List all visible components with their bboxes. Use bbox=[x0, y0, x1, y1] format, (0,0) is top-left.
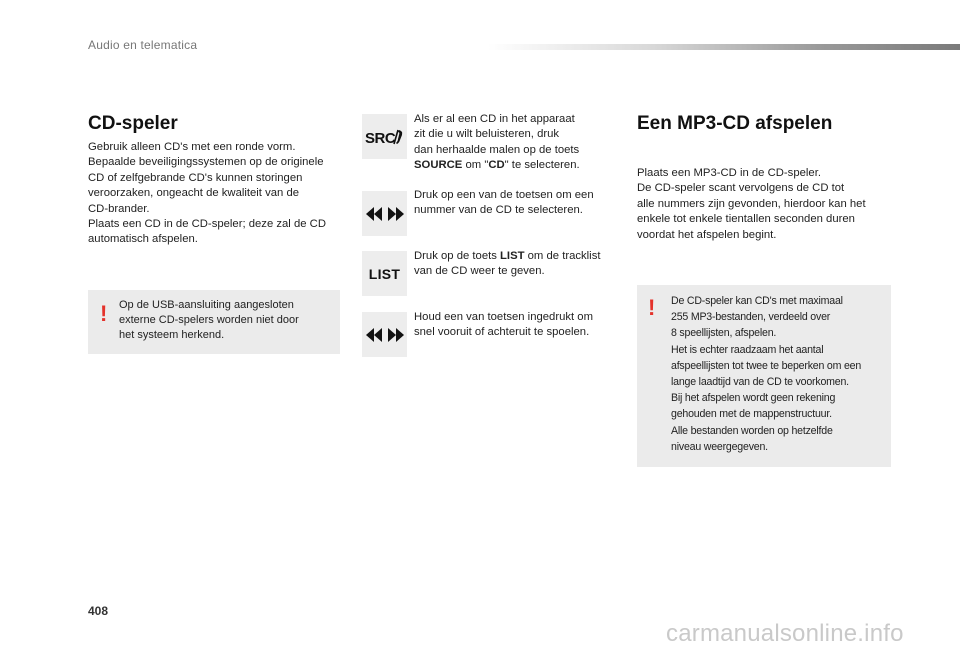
warning-line: Het is echter raadzaam het aantal bbox=[671, 343, 824, 356]
mp3-cd-title: Een MP3-CD afspelen bbox=[637, 113, 833, 134]
cd-player-title: CD-speler bbox=[88, 113, 178, 134]
instruction-line: nummer van de CD te selecteren. bbox=[414, 204, 583, 217]
tracklist-instruction-text bbox=[414, 249, 600, 280]
instruction-line bbox=[414, 249, 600, 264]
warning-icon: ! bbox=[100, 301, 108, 326]
text-fragment: om " bbox=[462, 159, 489, 172]
mp3-warning-text bbox=[671, 293, 861, 455]
cd-key-label: CD bbox=[488, 159, 505, 172]
instruction-line: dan herhaalde malen op de toets bbox=[414, 143, 580, 156]
warning-line: 255 MP3-bestanden, verdeeld over bbox=[671, 311, 831, 324]
instruction-line: van de CD weer te geven. bbox=[414, 265, 545, 278]
fast-rewind-forward-buttons-icon bbox=[362, 312, 407, 357]
paragraph-line: Gebruik alleen CD's met een ronde vorm. bbox=[88, 141, 296, 153]
warning-line: Bij het afspelen wordt geen rekening bbox=[671, 392, 836, 405]
warning-line: het systeem herkend. bbox=[119, 329, 225, 342]
page-number: 408 bbox=[88, 604, 109, 618]
instruction-line: Druk op een van de toetsen om een bbox=[414, 189, 594, 201]
list-key-label: LIST bbox=[500, 250, 525, 262]
paragraph-line: voordat het afspelen begint. bbox=[637, 228, 777, 241]
instruction-line bbox=[414, 158, 580, 173]
warning-line: 8 speellijsten, afspelen. bbox=[671, 327, 777, 340]
src-phone-button-icon bbox=[362, 114, 407, 159]
mp3-cd-paragraph bbox=[637, 166, 866, 243]
warning-line: Op de USB-aansluiting aangesloten bbox=[119, 299, 294, 311]
src-phone-icon bbox=[364, 126, 406, 148]
paragraph-line: CD-brander. bbox=[88, 202, 150, 215]
text-fragment: " te selecteren. bbox=[504, 159, 580, 172]
src-label: SRC bbox=[364, 129, 395, 147]
cd-player-paragraph bbox=[88, 140, 326, 248]
mp3-warning-box bbox=[637, 285, 891, 467]
fast-seek-instruction-text bbox=[414, 310, 593, 341]
text-fragment: Druk op de toets bbox=[414, 250, 501, 262]
usb-warning-box bbox=[88, 290, 340, 354]
instruction-line: snel vooruit of achteruit te spoelen. bbox=[414, 326, 590, 339]
warning-line: gehouden met de mappenstructuur. bbox=[671, 408, 832, 421]
previous-next-buttons-icon bbox=[362, 191, 407, 236]
instruction-line: Houd een van toetsen ingedrukt om bbox=[414, 311, 593, 323]
paragraph-line: automatisch afspelen. bbox=[88, 233, 198, 246]
paragraph-line: enkele tot enkele tientallen seconden duren bbox=[637, 213, 855, 226]
text-fragment: om de tracklist bbox=[524, 250, 601, 262]
src-instruction-text bbox=[414, 112, 580, 174]
skip-arrows-icon bbox=[365, 206, 405, 222]
select-track-instruction-text bbox=[414, 188, 594, 219]
paragraph-line: Bepaalde beveiligingssystemen op de originele bbox=[88, 156, 324, 169]
header-gradient-bar bbox=[488, 44, 960, 50]
warning-line: Alle bestanden worden op hetzelfde bbox=[671, 424, 833, 437]
paragraph-line: veroorzaken, ongeacht de kwaliteit van de bbox=[88, 187, 300, 200]
list-button-icon bbox=[362, 251, 407, 296]
seek-arrows-icon bbox=[365, 327, 405, 343]
paragraph-line: Plaats een MP3-CD in de CD-speler. bbox=[637, 167, 821, 179]
warning-line: afspeellijsten tot twee te beperken om een bbox=[671, 359, 862, 372]
warning-line: niveau weergegeven. bbox=[671, 440, 768, 453]
section-header-title: Audio en telematica bbox=[88, 38, 198, 52]
paragraph-line: De CD-speler scant vervolgens de CD tot bbox=[637, 182, 845, 195]
warning-icon: ! bbox=[648, 295, 656, 320]
warning-line: lange laadtijd van de CD te voorkomen. bbox=[671, 376, 849, 389]
instruction-line: Als er al een CD in het apparaat bbox=[414, 113, 575, 125]
warning-line: externe CD-spelers worden niet door bbox=[119, 314, 299, 327]
paragraph-line: alle nummers zijn gevonden, hierdoor kan het bbox=[637, 197, 866, 210]
paragraph-line: CD of zelfgebrande CD's kunnen storingen bbox=[88, 171, 303, 184]
paragraph-line: Plaats een CD in de CD-speler; deze zal de CD bbox=[88, 218, 326, 231]
source-key-label: SOURCE bbox=[414, 159, 463, 172]
list-label: LIST bbox=[368, 265, 401, 282]
watermark: carmanualsonline.info bbox=[666, 620, 904, 647]
instruction-line: zit die u wilt beluisteren, druk bbox=[414, 128, 560, 141]
usb-warning-text bbox=[119, 298, 299, 344]
warning-line: De CD-speler kan CD's met maximaal bbox=[671, 295, 843, 307]
